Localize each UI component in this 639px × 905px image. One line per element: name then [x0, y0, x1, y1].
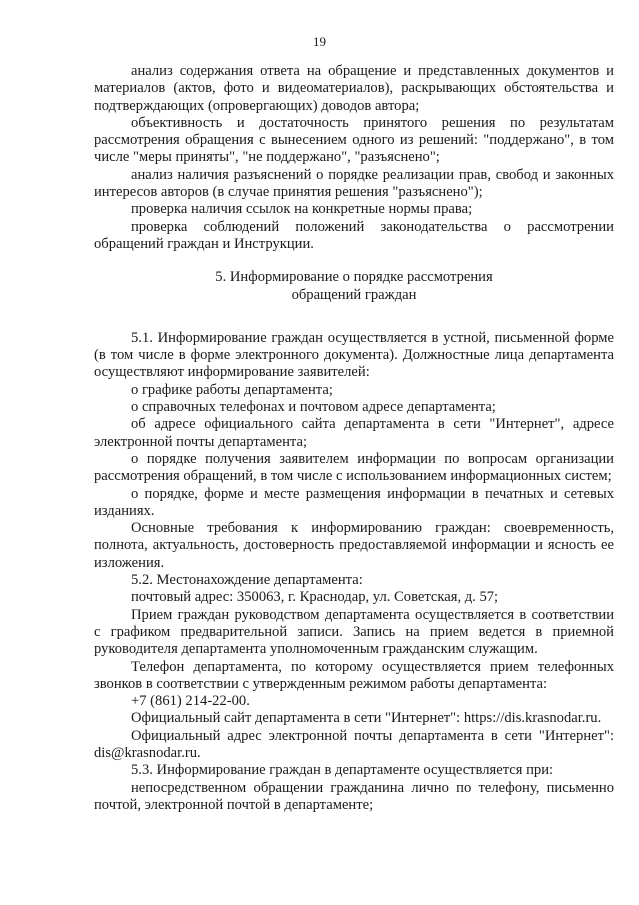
paragraph: анализ наличия разъяснений о порядке реализации прав, свобод и законных интересов авторов (в случае принятия решения "разъяснено"); — [94, 166, 614, 201]
list-item: о графике работы департамента; — [131, 381, 333, 398]
paragraph: Телефон департамента, по которому осуществляется прием телефонных звонков в соответствии с утвержденным режимом работы департамента: — [94, 658, 614, 692]
paragraph: анализ содержания ответа на обращение и представленных документов и материалов (актов, фото и видеоматериалов), раскрывающих обстоятельства и подтверждающих (опровергающих) доводов автора; — [94, 63, 614, 114]
list-item: об адресе официального сайта департамента в сети "Интернет", адресе электронной почты департамента; — [94, 416, 614, 450]
email-line: Официальный адрес электронной почты департамента в сети "Интернет": dis@krasnodar.ru. — [94, 727, 614, 761]
list-item: о порядке получения заявителем информации по вопросам организации рассмотрения обращений, в том числе с использованием информационных систем; — [94, 450, 614, 485]
document-body — [94, 63, 614, 814]
section-heading-line: обращений граждан — [291, 286, 417, 303]
section-heading-line: 5. Информирование о порядке рассмотрения — [215, 269, 493, 286]
phone-number: +7 (861) 214-22-00. — [131, 693, 250, 710]
page-number: 19 — [313, 34, 326, 49]
website-line: Официальный сайт департамента в сети "Интернет": https://dis.krasnodar.ru. — [131, 710, 602, 727]
list-item: о порядке, форме и месте размещения информации в печатных и сетевых изданиях. — [94, 485, 614, 519]
paragraph: проверка соблюдений положений законодательства о рассмотрении обращений граждан и Инструкции. — [94, 218, 614, 252]
paragraph: непосредственном обращении гражданина лично по телефону, письменно почтой, электронной почтой в департаменте; — [94, 779, 614, 813]
paragraph: 5.3. Информирование граждан в департаменте осуществляется при: — [131, 762, 554, 779]
paragraph: 5.1. Информирование граждан осуществляется в устной, письменной форме (в том числе в форме электронного документа). Должностные лица департамента осуществляют информирование заявителей: — [94, 329, 614, 381]
paragraph: Основные требования к информированию граждан: своевременность, полнота, актуальность, достоверность предоставляемой информации и ясность ее изложения. — [94, 520, 614, 571]
paragraph: Прием граждан руководством департамента осуществляется в соответствии с графиком предварительной записи. Запись на прием ведется в приемной руководителя департамента уполномоченным гражданским служащим. — [94, 606, 614, 658]
section-5-heading — [94, 269, 614, 304]
list-item: о справочных телефонах и почтовом адресе департамента; — [131, 399, 496, 416]
section-4-continuation — [94, 63, 614, 253]
paragraph: 5.2. Местонахождение департамента: — [131, 572, 363, 589]
paragraph: проверка наличия ссылок на конкретные нормы права; — [131, 201, 473, 218]
postal-address: почтовый адрес: 350063, г. Краснодар, ул. Советская, д. 57; — [131, 589, 499, 606]
section-5-body — [94, 330, 614, 814]
paragraph: объективность и достаточность принятого решения по результатам рассмотрения обращения с вынесением одного из решений: "поддержано", в том числе "меры приняты", "не поддержано", "разъяснено"; — [94, 114, 614, 166]
